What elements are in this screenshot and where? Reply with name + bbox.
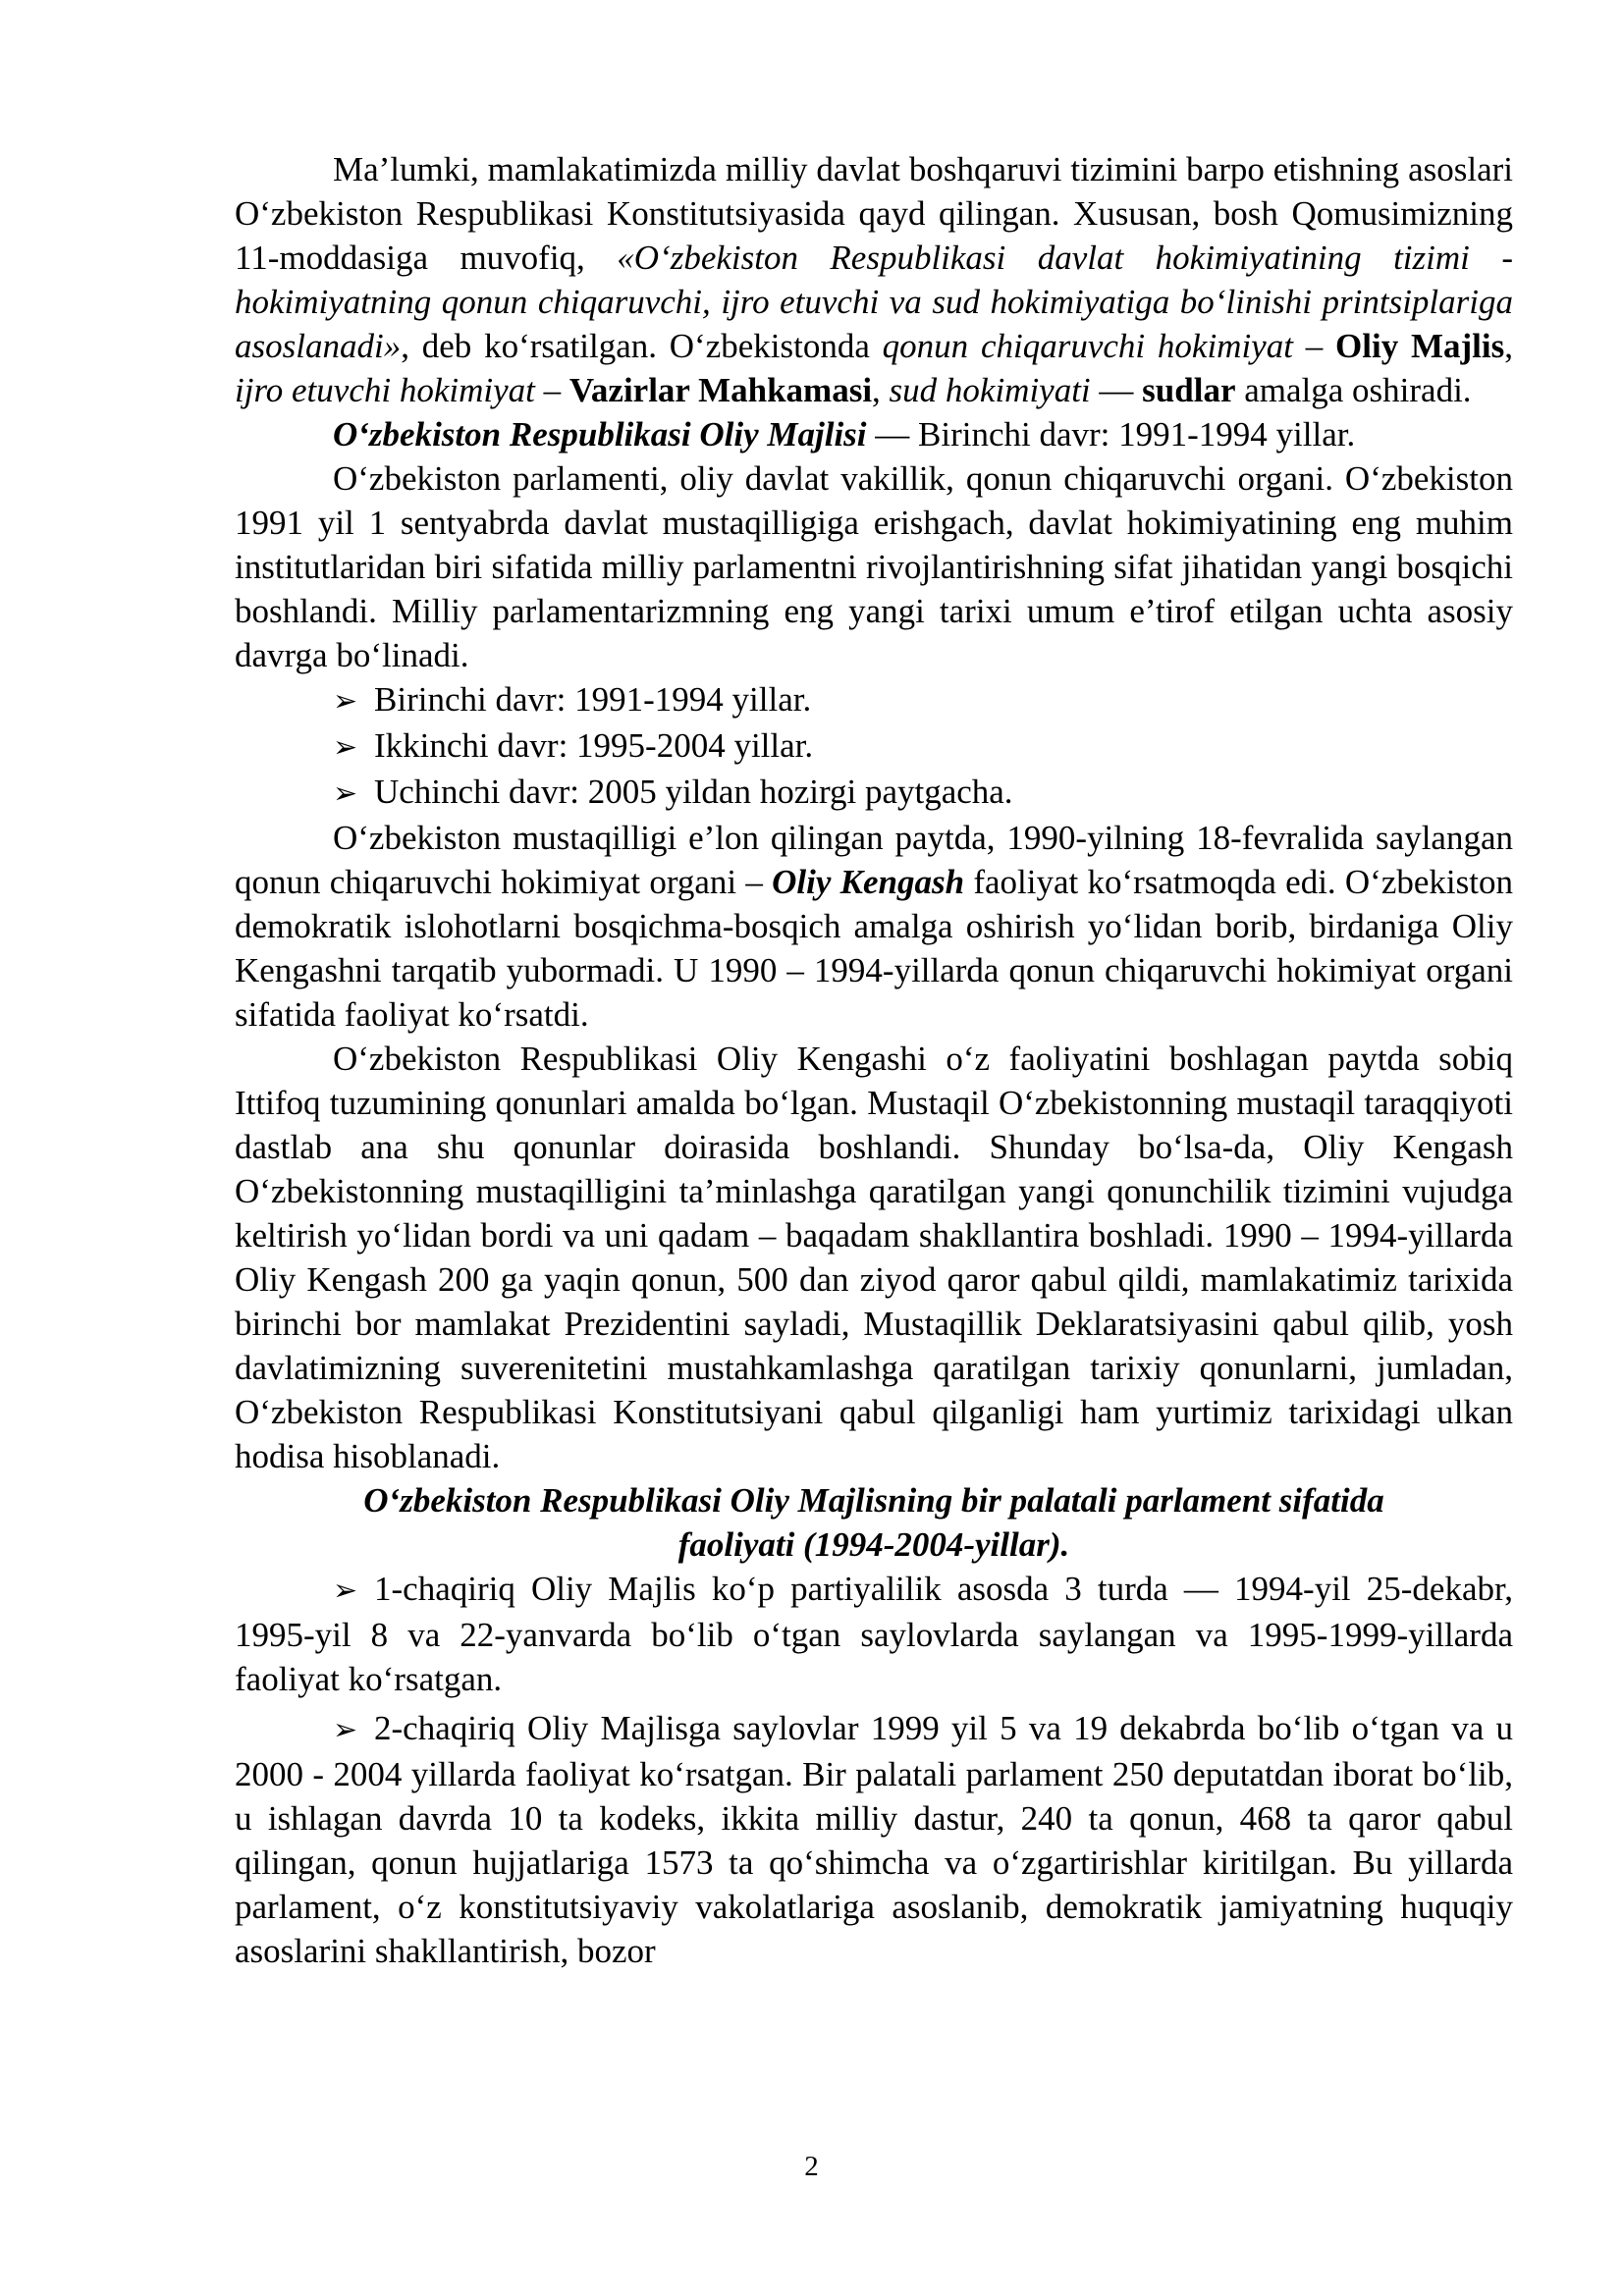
convocation-item-2 [235,1706,1513,1973]
section-heading-title: O‘zbekiston Respublikasi Oliy Majlisi [333,415,867,454]
intro-text-2: , deb ko‘rsatilgan. O‘zbekistonda [401,327,883,365]
page-number: 2 [804,2151,819,2182]
period-text: Ikkinchi davr: 1995-2004 yillar. [374,726,814,765]
executive-body: Vazirlar Mahkamasi [568,371,873,409]
arrow-bullet-icon: ➢ [333,730,358,765]
legislative-label: qonun chiqaruvchi hokimiyat [882,327,1293,365]
comma: , [872,371,890,409]
intro-text-end: amalga oshiradi. [1235,371,1472,409]
period-text: Uchinchi davr: 2005 yildan hozirgi paytgacha. [374,773,1013,811]
supreme-council-paragraph [235,816,1513,1037]
convocation-item-1 [235,1567,1513,1701]
supreme-council-activity-paragraph: O‘zbekiston Respublikasi Oliy Kengashi o‘z faoliyatini boshlagan paytda sobiq Ittifoq tuzumining qonunlari amalda bo‘lgan. Mustaqil O‘zbekistonning mustaqil taraqqiyoti dastlab ana shu qonunlar doirasida boshlandi. Shunday bo‘lsa-da, Oliy Kengash O‘zbekistonning mustaqilligini ta’minlashga qaratilgan yangi qonunchilik tizimini vujudga keltirish yo‘lidan bordi va uni qadam – baqadam shakllantira boshladi. 1990 – 1994-yillarda Oliy Kengash 200 ga yaqin qonun, 500 dan ziyod qaror qabul qildi, mamlakatimiz tarixida birinchi bor mamlakat Prezidentini sayladi, Mustaqillik Deklaratsiyasini qabul qilib, yosh davlatimizning suverenitetini mustahkamlashga qaratilgan tarixiy qonunlarni, jumladan, O‘zbekiston Respublikasi Konstitutsiyani qabul qilganligi ham yurtimiz tarixidagi ulkan hodisa hisoblanadi. [235,1040,1513,1475]
parliament-paragraph: O‘zbekiston parlamenti, oliy davlat vakillik, qonun chiqaruvchi organi. O‘zbekiston 1991 yil 1 sentyabrda davlat mustaqilligiga erishgach, davlat hokimiyatining eng muhim institutlaridan biri sifatida milliy parlamentni rivojlantirishning sifat jihatidan yangi bosqichi boshlandi. Milliy parlamentarizmning eng yangi tarixi umum e’tirof etilgan uchta asosiy davrga bo‘linadi. [235,459,1513,674]
dash: — [1090,371,1143,409]
period-item [235,723,1513,770]
supreme-council-text-2: faoliyat ko‘rsatmoqda edi. O‘zbekiston demokratik islohotlarni bosqichma-bosqich amalga oshirish yo‘lidan borib, birdaniga Oliy Kengashni tarqatib yubormadi. U 1990 – 1994-yillarda qonun chiqaruvchi hokimiyat organi sifatida faoliyat ko‘rsatdi. [235,863,1513,1034]
arrow-bullet-icon: ➢ [333,1574,358,1608]
intro-text: Ma’lumki, mamlakatimizda milliy davlat boshqaruvi tizimini barpo etishning asoslari O‘zbekiston Respublikasi Konstitutsiyasida qayd qilingan. Xususan, bosh Qomusimizning 11-moddasiga muvofiq, [235,150,1513,277]
section-heading-rest: — Birinchi davr: 1991-1994 yillar. [866,415,1356,454]
arrow-bullet-icon: ➢ [333,684,358,719]
arrow-bullet-icon: ➢ [333,776,358,811]
convocation-text: 1-chaqiriq Oliy Majlis ko‘p partiyalilik asosda 3 turda — 1994-yil 25-dekabr, 1995-yil 8 va 22-yanvarda bo‘lib o‘tgan saylovlarda saylangan va 1995-1999-yillarda faoliyat ko‘rsatgan. [235,1570,1513,1698]
judicial-body: sudlar [1142,371,1236,409]
legislative-body: Oliy Majlis [1335,327,1505,365]
section-heading-2-line-1: O‘zbekiston Respublikasi Oliy Majlisning bir palatali parlament sifatida [363,1481,1384,1520]
intro-paragraph [235,147,1513,412]
comma: , [1504,327,1514,365]
supreme-council-text: O‘zbekiston mustaqilligi e’lon qilingan paytda, 1990-yilning 18-fevralida saylangan qonun chiqaruvchi hokimiyat organi – [235,819,1513,901]
executive-label: ijro etuvchi hokimiyat [235,371,535,409]
constitution-quote: «O‘zbekiston Respublikasi davlat hokimiyatining tizimi - hokimiyatning qonun chiqaruvchi, ijro etuvchi va sud hokimiyatiga bo‘linishi printsiplariga asoslanadi» [235,239,1513,365]
period-item [235,677,1513,723]
arrow-bullet-icon: ➢ [333,1713,358,1747]
period-text: Birinchi davr: 1991-1994 yillar. [374,680,812,719]
convocation-text: 2-chaqiriq Oliy Majlisga saylovlar 1999 yil 5 va 19 dekabrda bo‘lib o‘tgan va u 2000 - 2004 yillarda faoliyat ko‘rsatgan. Bir palatali parlament 250 deputatdan iborat bo‘lib, u ishlagan davrda 10 ta kodeks, ikkita milliy dastur, 240 ta qonun, 468 ta qaror qabul qilingan, qonun hujjatlariga 1573 ta qo‘shimcha va o‘zgartirishlar kiritilgan. Bu yillarda parlament, o‘z konstitutsiyaviy vakolatlariga asoslanib, demokratik jamiyatning huquqiy asoslarini shakllantirish, bozor [235,1709,1513,1970]
dash: – [534,371,569,409]
section-heading-2-line-2: faoliyati (1994-2004-yillar). [677,1525,1070,1564]
judicial-label: sud hokimiyati [889,371,1091,409]
supreme-council-term: Oliy Kengash [772,863,965,901]
section-heading-1 [235,412,1513,456]
period-item [235,770,1513,816]
document-page [235,147,1513,1973]
dash: – [1292,327,1336,365]
